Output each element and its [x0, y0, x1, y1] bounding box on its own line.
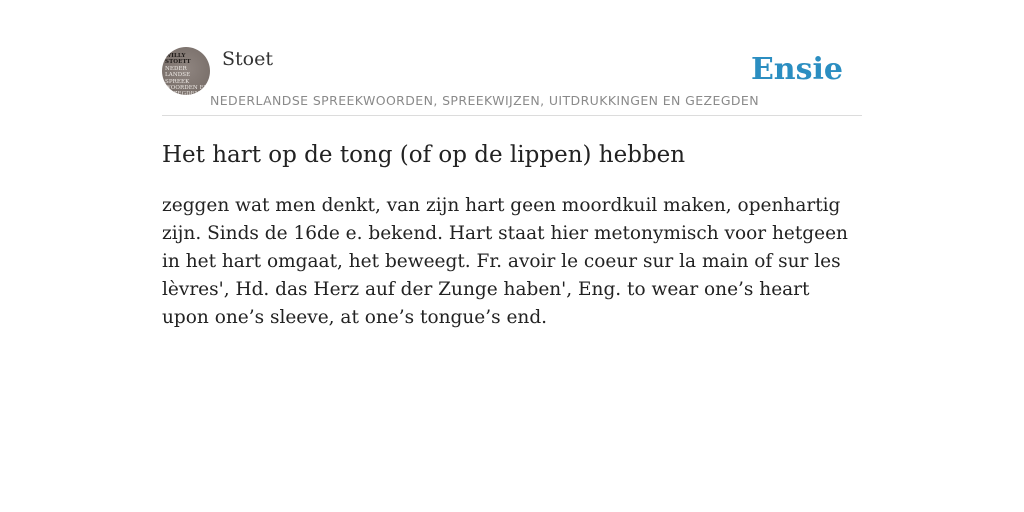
- source-avatar[interactable]: [162, 47, 210, 95]
- entry-title: Het hart op de tong (of op de lippen) hebben: [162, 142, 686, 168]
- brand-logo[interactable]: Ensie: [750, 52, 843, 87]
- avatar-cover-lines: NEDER LANDSE SPREEK WOORDEN EN GEZEGDEN: [165, 65, 209, 95]
- header: [162, 0, 862, 116]
- source-title[interactable]: NEDERLANDSE SPREEKWOORDEN, SPREEKWIJZEN, UITDRUKKINGEN EN GEZEGDEN: [210, 93, 759, 108]
- author-name[interactable]: Stoet: [222, 48, 273, 70]
- avatar-cover-top-line: WILLY STOETT: [165, 53, 191, 66]
- page-container: [162, 0, 862, 512]
- avatar-cover-text: [165, 53, 209, 95]
- entry-body: zeggen wat men denkt, van zijn hart geen moordkuil maken, openhartig zijn. Sinds de 16de e. bekend. Hart staat hier metonymisch voor hetgeen in het hart omgaat, het beweegt. Fr. avoir le coeur sur la main of sur les lèvres', Hd. das Herz auf der Zunge haben', Eng. to wear one’s heart upon one’s sleeve, at one’s tongue’s end.: [162, 195, 848, 328]
